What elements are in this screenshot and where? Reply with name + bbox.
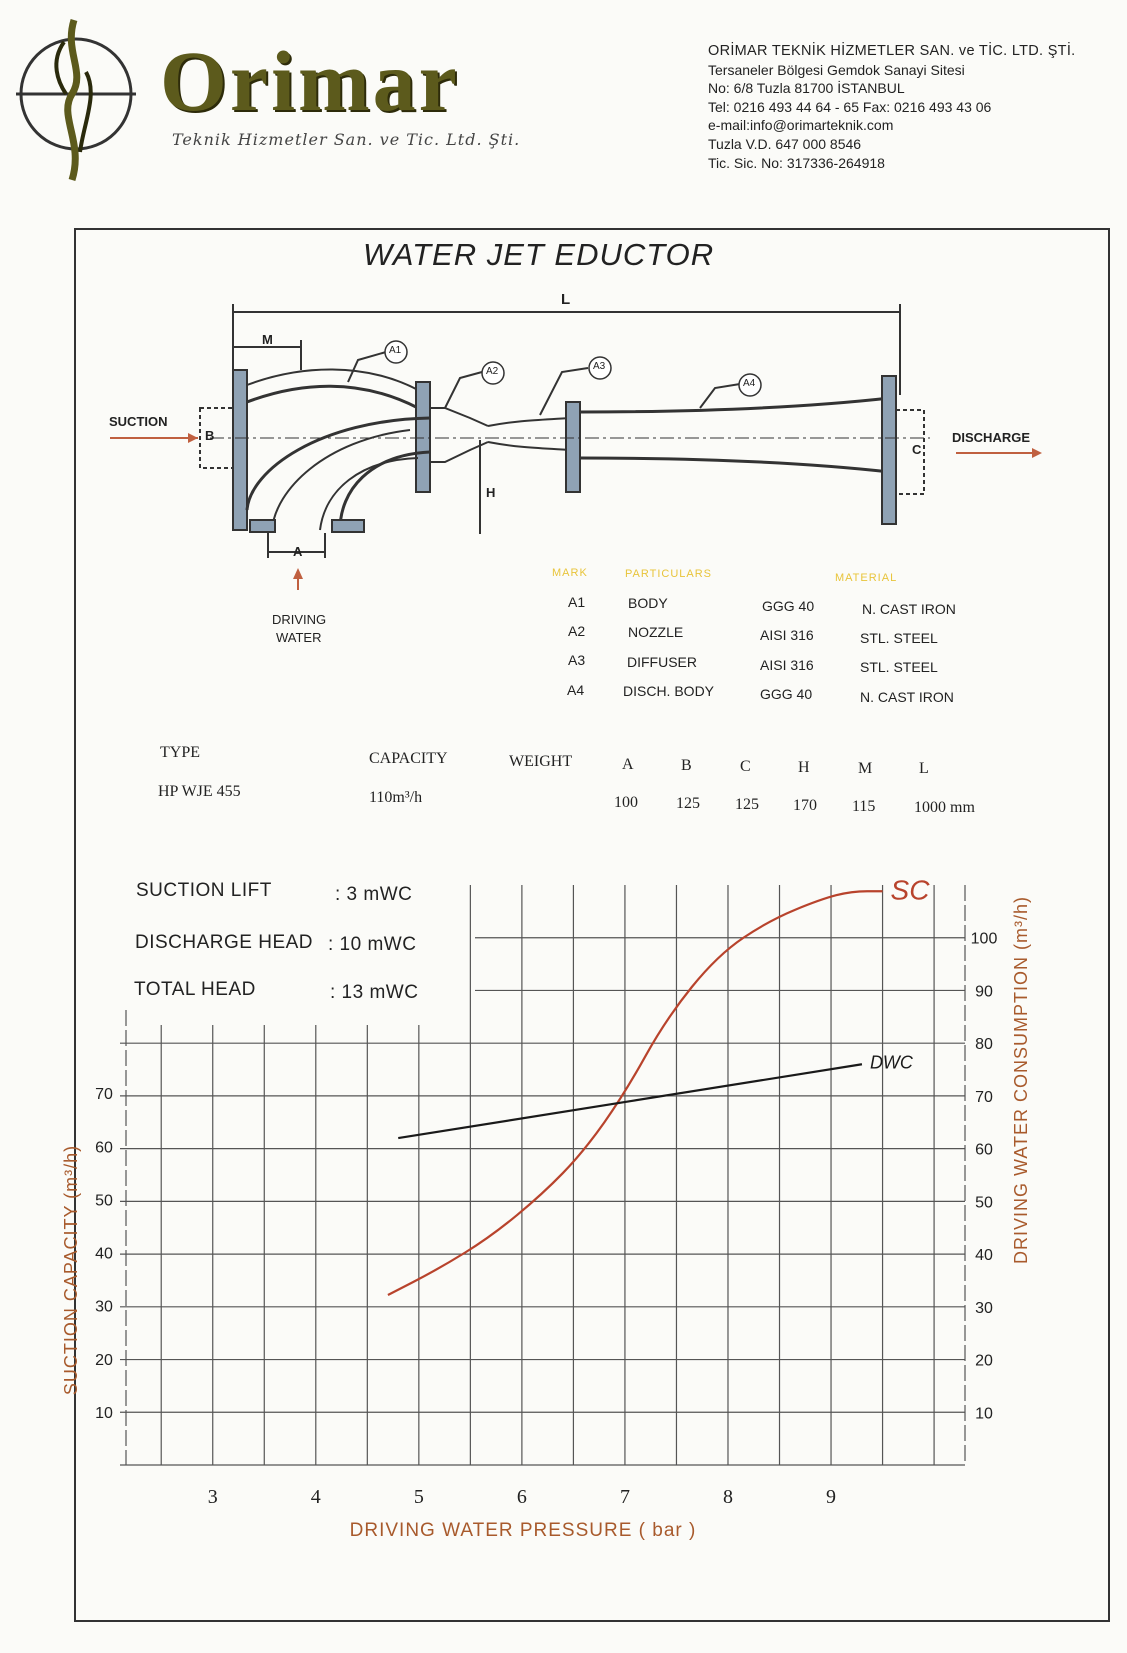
series-line-sc — [388, 891, 883, 1295]
y-left-tick-label: 10 — [95, 1404, 113, 1422]
parts-row-particular: NOZZLE — [628, 624, 684, 640]
y-right-tick-label: 40 — [975, 1247, 993, 1265]
parts-row-material: STL. STEEL — [860, 659, 938, 675]
y-right-tick-label: 30 — [975, 1299, 993, 1317]
dim-label-l: L — [561, 291, 571, 308]
x-tick-label: 9 — [826, 1486, 837, 1508]
spec-header-a: A — [622, 756, 634, 773]
company-email-line: e-mail:info@orimarteknik.com — [708, 117, 894, 134]
spec-value-b: 125 — [676, 795, 700, 812]
spec-value-m: 115 — [852, 798, 876, 815]
dim-label-c: C — [912, 442, 922, 457]
driving-water-label-line2: WATER — [276, 630, 322, 645]
spec-header-type: TYPE — [160, 744, 200, 761]
spec-header-b: B — [681, 757, 692, 774]
parts-row-material: N. CAST IRON — [860, 689, 954, 705]
driving-water-label-line1: DRIVING — [272, 612, 327, 627]
parts-row-mark: A4 — [567, 682, 585, 698]
y-right-tick-label: 90 — [975, 983, 993, 1001]
mark-a1: A1 — [389, 345, 402, 356]
dim-label-h: H — [486, 485, 496, 500]
company-address-line: No: 6/8 Tuzla 81700 İSTANBUL — [708, 80, 905, 97]
condition-value: : 13 mWC — [330, 982, 419, 1003]
dim-label-b: B — [205, 428, 215, 443]
y-right-tick-label: 50 — [975, 1194, 993, 1212]
mark-a3: A3 — [593, 361, 606, 372]
x-tick-label: 5 — [413, 1486, 424, 1508]
dim-label-a: A — [293, 544, 303, 559]
spec-value-l: 1000 mm — [914, 799, 975, 816]
parts-row-mark: A2 — [568, 623, 586, 639]
y-right-axis-title: DRIVING WATER CONSUMPTION (m³/h) — [1011, 896, 1031, 1264]
parts-row-particular: BODY — [628, 595, 668, 611]
y-right-tick-label: 60 — [975, 1141, 993, 1159]
series-label-dwc: DWC — [869, 1052, 913, 1073]
series-label-sc: SC — [890, 874, 930, 906]
spec-header-capacity: CAPACITY — [369, 750, 448, 767]
spec-value-capacity: 110m³/h — [369, 789, 423, 806]
x-tick-label: 3 — [207, 1486, 218, 1508]
x-tick-label: 7 — [619, 1486, 630, 1508]
parts-row-grade: AISI 316 — [760, 657, 814, 673]
parts-row-particular: DIFFUSER — [627, 654, 697, 670]
parts-header-mark: MARK — [552, 567, 588, 579]
spec-header-l: L — [919, 760, 929, 777]
company-registry-line: Tic. Sic. No: 317336-264918 — [708, 154, 885, 171]
y-right-tick-label: 100 — [970, 930, 998, 948]
y-left-tick-label: 20 — [95, 1351, 113, 1369]
spec-value-a: 100 — [614, 794, 638, 811]
company-phone-line: Tel: 0216 493 44 64 - 65 Fax: 0216 493 43 06 — [708, 98, 992, 115]
spec-value-h: 170 — [793, 797, 817, 814]
mark-a2: A2 — [486, 366, 499, 377]
condition-value: : 10 mWC — [328, 934, 417, 955]
y-left-tick-label: 70 — [95, 1086, 113, 1104]
y-right-tick-label: 80 — [975, 1036, 993, 1054]
spec-value-c: 125 — [735, 796, 759, 813]
condition-value: : 3 mWC — [335, 884, 413, 905]
y-right-tick-label: 70 — [975, 1088, 993, 1106]
x-axis-title: DRIVING WATER PRESSURE ( bar ) — [349, 1520, 697, 1541]
parts-header-material: MATERIAL — [835, 572, 898, 584]
parts-row-mark: A3 — [568, 652, 586, 668]
orimar-logo-wordmark: Orimar — [160, 33, 460, 129]
spec-header-weight: WEIGHT — [509, 753, 573, 770]
y-left-tick-label: 50 — [95, 1192, 113, 1210]
y-left-tick-label: 60 — [95, 1139, 113, 1157]
parts-row-grade: AISI 316 — [760, 627, 814, 643]
parts-row-material: STL. STEEL — [860, 630, 938, 646]
y-right-tick-label: 10 — [975, 1405, 993, 1423]
spec-value-type: HP WJE 455 — [158, 783, 241, 800]
suction-label: SUCTION — [109, 414, 168, 429]
y-left-axis-title: SUCTION CAPACITY (m³/h) — [61, 1144, 81, 1396]
y-left-tick-label: 30 — [95, 1298, 113, 1316]
y-left-tick-label: 40 — [95, 1245, 113, 1263]
logo-tagline: Teknik Hizmetler San. ve Tic. Ltd. Şti. — [172, 130, 521, 149]
parts-row-mark: A1 — [568, 594, 586, 610]
condition-label: DISCHARGE HEAD — [135, 932, 314, 953]
parts-row-grade: GGG 40 — [762, 598, 815, 614]
condition-label: SUCTION LIFT — [136, 880, 272, 901]
y-right-tick-label: 20 — [975, 1352, 993, 1370]
x-tick-label: 4 — [310, 1486, 321, 1508]
discharge-label: DISCHARGE — [952, 430, 1031, 445]
spec-header-h: H — [798, 759, 810, 776]
company-address-line: Tersaneler Bölgesi Gemdok Sanayi Sitesi — [708, 61, 965, 78]
dim-label-m: M — [262, 332, 273, 347]
company-name: ORİMAR TEKNİK HİZMETLER SAN. ve TİC. LTD. ŞTİ. — [708, 43, 1076, 59]
parts-row-grade: GGG 40 — [760, 686, 813, 702]
mark-a4: A4 — [743, 378, 756, 389]
spec-header-c: C — [740, 758, 751, 775]
parts-row-material: N. CAST IRON — [862, 601, 956, 617]
company-tax-line: Tuzla V.D. 647 000 8546 — [708, 135, 862, 152]
spec-header-m: M — [858, 760, 873, 777]
parts-row-particular: DISCH. BODY — [623, 683, 715, 699]
parts-header-particulars: PARTICULARS — [625, 568, 713, 580]
series-line-dwc — [398, 1064, 862, 1138]
x-tick-label: 6 — [516, 1486, 527, 1508]
page-title: WATER JET EDUCTOR — [363, 237, 715, 272]
x-tick-label: 8 — [722, 1486, 733, 1508]
condition-label: TOTAL HEAD — [134, 979, 256, 1000]
